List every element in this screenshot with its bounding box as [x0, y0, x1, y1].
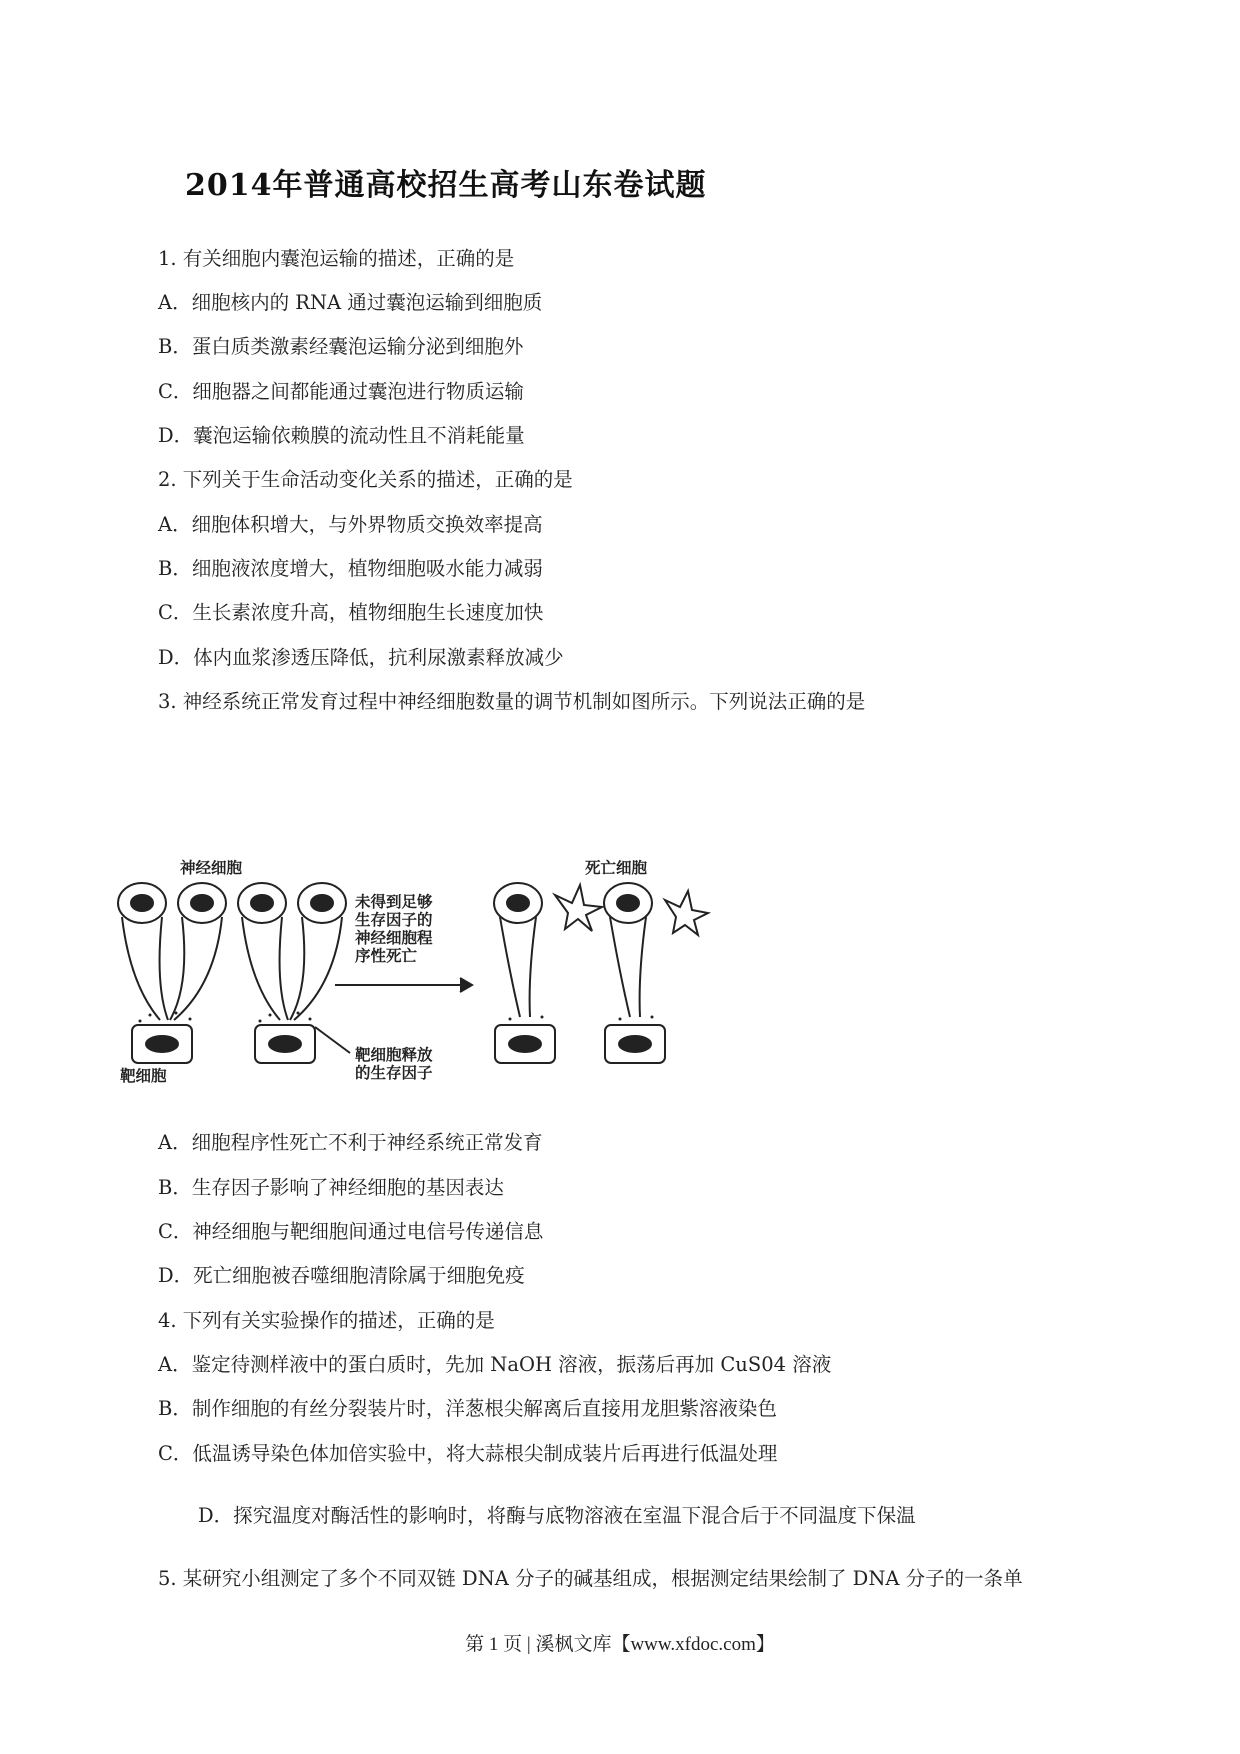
release-text-2: 的生存因子	[355, 1064, 433, 1082]
label-dead-cell: 死亡细胞	[585, 859, 648, 877]
label-target-cell: 靶细胞	[120, 1067, 167, 1085]
question-3-option-a: A．细胞程序性死亡不利于神经系统正常发育	[158, 1131, 543, 1154]
question-3-stem: 3. 神经系统正常发育过程中神经细胞数量的调节机制如图所示。下列说法正确的是	[158, 690, 866, 713]
release-text-1: 靶细胞释放	[355, 1046, 433, 1064]
question-3-option-c: C．神经细胞与靶细胞间通过电信号传递信息	[158, 1220, 544, 1243]
arrow-text-1: 未得到足够	[355, 893, 433, 911]
question-2-stem: 2. 下列关于生命活动变化关系的描述，正确的是	[158, 468, 573, 491]
question-3-option-b: B．生存因子影响了神经细胞的基因表达	[158, 1176, 504, 1199]
question-4-option-a: A．鉴定待测样液中的蛋白质时，先加 NaOH 溶液，振荡后再加 CuS04 溶液	[158, 1353, 832, 1376]
question-1-option-b: B．蛋白质类激素经囊泡运输分泌到细胞外	[158, 335, 524, 358]
arrow-text-4: 序性死亡	[355, 947, 418, 965]
page-footer: 第 1 页 | 溪枫文库【www.xfdoc.com】	[465, 1634, 775, 1655]
question-3-option-d: D．死亡细胞被吞噬细胞清除属于细胞免疫	[158, 1264, 525, 1287]
question-1-option-a: A．细胞核内的 RNA 通过囊泡运输到细胞质	[158, 291, 543, 314]
arrow-text-2: 生存因子的	[355, 911, 433, 929]
question-1-option-c: C．细胞器之间都能通过囊泡进行物质运输	[158, 380, 524, 403]
question-2-option-d: D．体内血浆渗透压降低，抗利尿激素释放减少	[158, 646, 564, 669]
question-4-option-d: D．探究温度对酶活性的影响时，将酶与底物溶液在室温下混合后于不同温度下保温	[198, 1504, 916, 1527]
question-2-option-c: C．生长素浓度升高，植物细胞生长速度加快	[158, 601, 544, 624]
question-2-option-b: B．细胞液浓度增大，植物细胞吸水能力减弱	[158, 557, 543, 580]
question-1-option-d: D．囊泡运输依赖膜的流动性且不消耗能量	[158, 424, 525, 447]
question-2-option-a: A．细胞体积增大，与外界物质交换效率提高	[158, 513, 543, 536]
question-5-stem: 5. 某研究小组测定了多个不同双链 DNA 分子的碱基组成，根据测定结果绘制了 DNA 分子的一条单	[158, 1567, 1023, 1590]
page-title: 2014年普通高校招生高考山东卷试题	[185, 168, 707, 203]
neuron-regulation-figure	[110, 855, 800, 1090]
question-1-stem: 1. 有关细胞内囊泡运输的描述，正确的是	[158, 247, 515, 270]
question-4-option-b: B．制作细胞的有丝分裂装片时，洋葱根尖解离后直接用龙胆紫溶液染色	[158, 1397, 777, 1420]
question-4-stem: 4. 下列有关实验操作的描述，正确的是	[158, 1309, 495, 1332]
label-neuron: 神经细胞	[180, 859, 243, 877]
figure-drawing	[110, 855, 800, 1090]
arrow-text-3: 神经细胞程	[355, 929, 433, 947]
question-4-option-c: C．低温诱导染色体加倍实验中，将大蒜根尖制成装片后再进行低温处理	[158, 1442, 778, 1465]
